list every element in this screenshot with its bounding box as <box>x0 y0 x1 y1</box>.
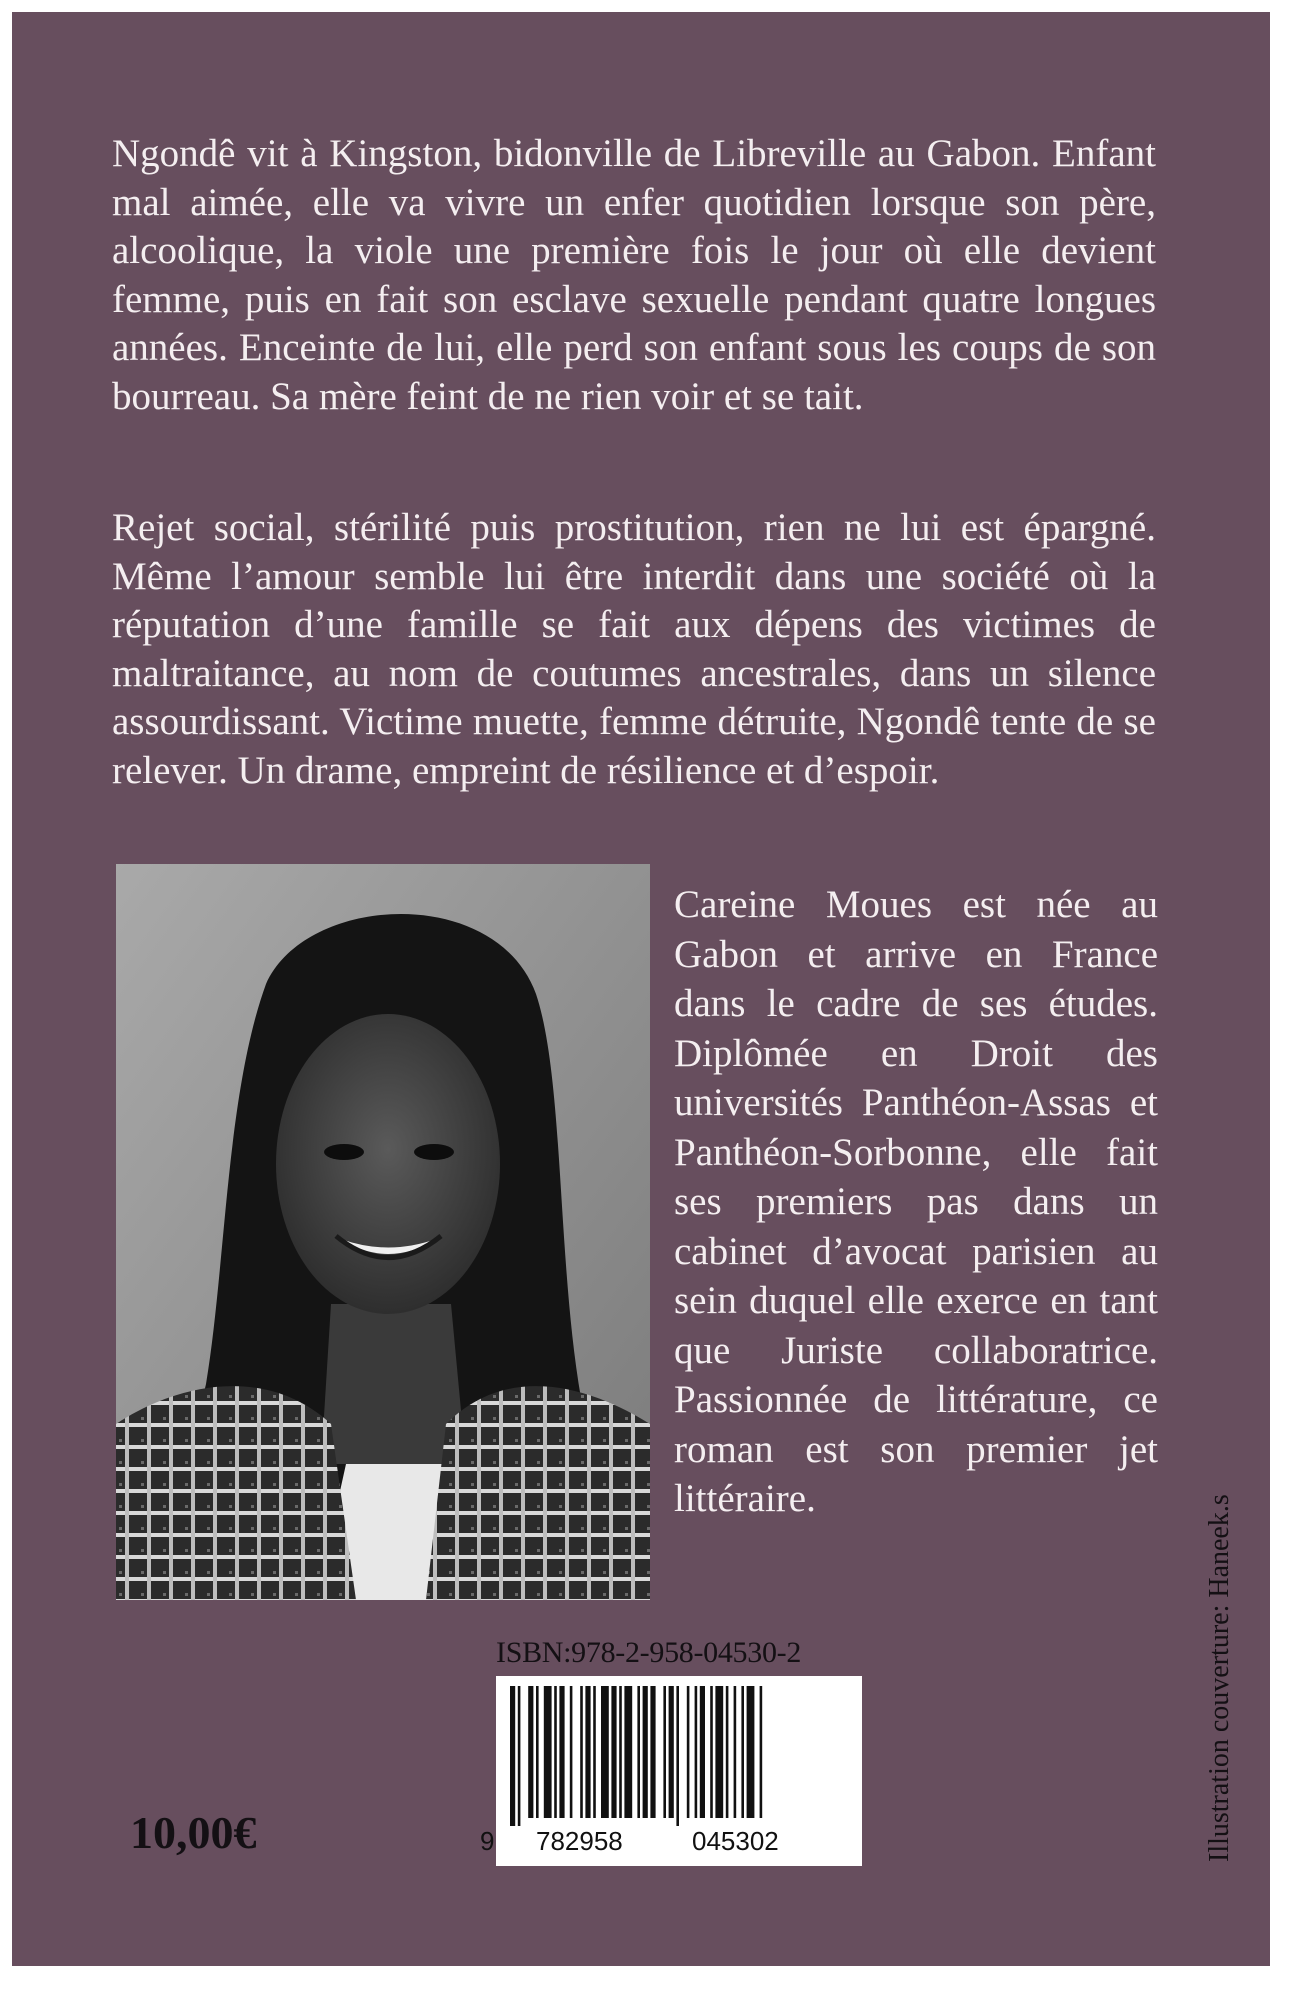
barcode-lead-digit: 9 <box>480 1826 495 1856</box>
author-photo <box>116 864 650 1600</box>
back-cover <box>12 12 1270 1966</box>
summary-paragraph-2: Rejet social, stérilité puis prostitution, rien ne lui est épargné. Même l’amour semble lui être interdit dans une société où la réputation d’une famille se fait aux dépens des victimes de maltraitance, au nom de coutumes ancestrales, dans un silence assourdissant. Victime muette, femme détruite, Ngondê tente de se relever. Un drame, empreint de résilience et d’espoir. <box>112 506 1156 792</box>
illustration-credit: Illustration couverture: Haneek.s <box>1204 1494 1235 1862</box>
isbn-label: ISBN:978-2-958-04530-2 <box>496 1636 802 1669</box>
barcode-right-digits: 045302 <box>692 1826 779 1856</box>
barcode <box>480 1676 862 1866</box>
author-bio: Careine Moues est née au Gabon et arrive en France dans le cadre de ses études. Diplômée en Droit des universités Panthéon-Assas et Panthéon-Sorbonne, elle fait ses premiers pas dans un cabinet d’avocat parisien au sein duquel elle exerce en tant que Juriste collaboratrice. Passionnée de littérature, ce roman est son premier jet littéraire. <box>674 883 1158 1520</box>
summary-paragraph-1: Ngondê vit à Kingston, bidonville de Libreville au Gabon. Enfant mal aimée, elle va vivre un enfer quotidien lorsque son père, alcoolique, la viole une première fois le jour où elle devient femme, puis en fait son esclave sexuelle pendant quatre longues années. Enceinte de lui, elle perd son enfant sous les coups de son bourreau. Sa mère feint de ne rien voir et se tait. <box>112 132 1156 418</box>
price: 10,00€ <box>130 1807 257 1858</box>
barcode-left-digits: 782958 <box>536 1826 623 1856</box>
author-portrait-image <box>116 864 650 1600</box>
barcode-bars <box>510 1686 850 1826</box>
